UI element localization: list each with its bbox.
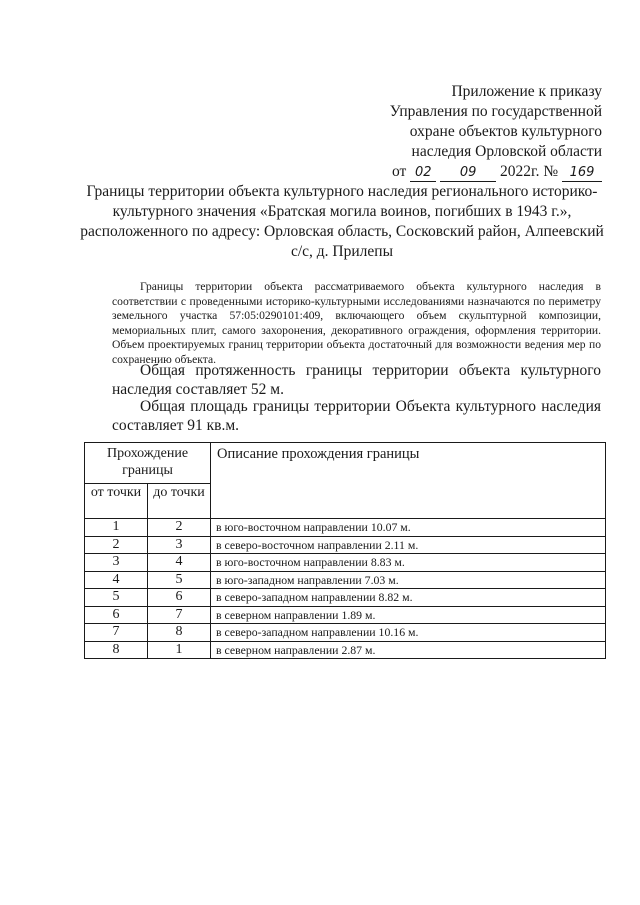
document-title [80,182,604,262]
paragraph-boundary-area: Общая площадь границы территории Объекта культурного наследия составляет 91 кв.м. [112,398,601,434]
table-row [85,571,606,589]
appendix-line-3: охране объектов культурного [409,123,602,140]
table-row [85,624,606,642]
appendix-line-1: Приложение к приказу [451,83,602,100]
title-line-1: Границы территории объекта культурного наследия регионального историко- [86,183,598,200]
from-point-cell: 5 [85,589,148,607]
to-point-cell: 3 [148,536,211,554]
header-group-cell: Прохождение границы [85,443,211,484]
table-row [85,519,606,537]
header-description-cell: Описание прохождения границы [211,443,606,519]
description-cell: в северо-западном направлении 8.82 м. [211,589,606,607]
to-point-cell: 8 [148,624,211,642]
to-point-cell: 4 [148,554,211,572]
from-point-cell: 1 [85,519,148,537]
table-row [85,606,606,624]
appendix-date-line [392,162,602,182]
date-day: 02 [410,165,436,182]
header-to-cell: до точки [148,484,211,519]
table-row [85,589,606,607]
date-year: 2022г. № [499,163,559,180]
table-row [85,641,606,659]
doc-number: 169 [562,165,602,182]
boundary-table [84,442,606,659]
description-cell: в северо-восточном направлении 2.11 м. [211,536,606,554]
to-point-cell: 7 [148,606,211,624]
from-point-cell: 8 [85,641,148,659]
to-point-cell: 6 [148,589,211,607]
title-line-3: расположенного по адресу: Орловская область, Сосковский район, Алпеевский [80,223,604,240]
appendix-line-2: Управления по государственной [389,103,602,120]
description-cell: в северо-западном направлении 10.16 м. [211,624,606,642]
to-point-cell: 1 [148,641,211,659]
appendix-block [390,82,602,182]
description-cell: в юго-восточном направлении 10.07 м. [211,519,606,537]
description-cell: в северном направлении 1.89 м. [211,606,606,624]
header-from-cell: от точки [85,484,148,519]
to-point-cell: 2 [148,519,211,537]
date-month: 09 [440,165,496,182]
description-cell: в юго-западном направлении 7.03 м. [211,571,606,589]
paragraph-boundary-length: Общая протяженность границы территории объекта культурного наследия составляет 52 м. [112,362,601,398]
from-point-cell: 2 [85,536,148,554]
table-row [85,554,606,572]
paragraph-boundaries-description: Границы территории объекта рассматриваемого объекта культурного наследия в соответствии с проведенными историко-культурными исследованиями назначаются по периметру земельного участка 57:05:0290101:409, включающего объем скульптурной композиции, мемориальных плит, самого захоронения, декоративного ограждения, оформления территории. Объем проектируемых границ территории объекта достаточный для возможности ведения мер по сохранению объекта. [112,280,601,366]
title-line-4: с/с, д. Прилепы [290,243,393,260]
from-point-cell: 6 [85,606,148,624]
from-point-cell: 7 [85,624,148,642]
description-cell: в северном направлении 2.87 м. [211,641,606,659]
from-point-cell: 4 [85,571,148,589]
date-prefix: от [392,163,407,180]
table-header-row [85,443,606,484]
appendix-line-4: наследия Орловской области [411,143,602,160]
to-point-cell: 5 [148,571,211,589]
table-row [85,536,606,554]
title-line-2: культурного значения «Братская могила воинов, погибших в 1943 г.», [112,203,572,220]
description-cell: в юго-восточном направлении 8.83 м. [211,554,606,572]
from-point-cell: 3 [85,554,148,572]
